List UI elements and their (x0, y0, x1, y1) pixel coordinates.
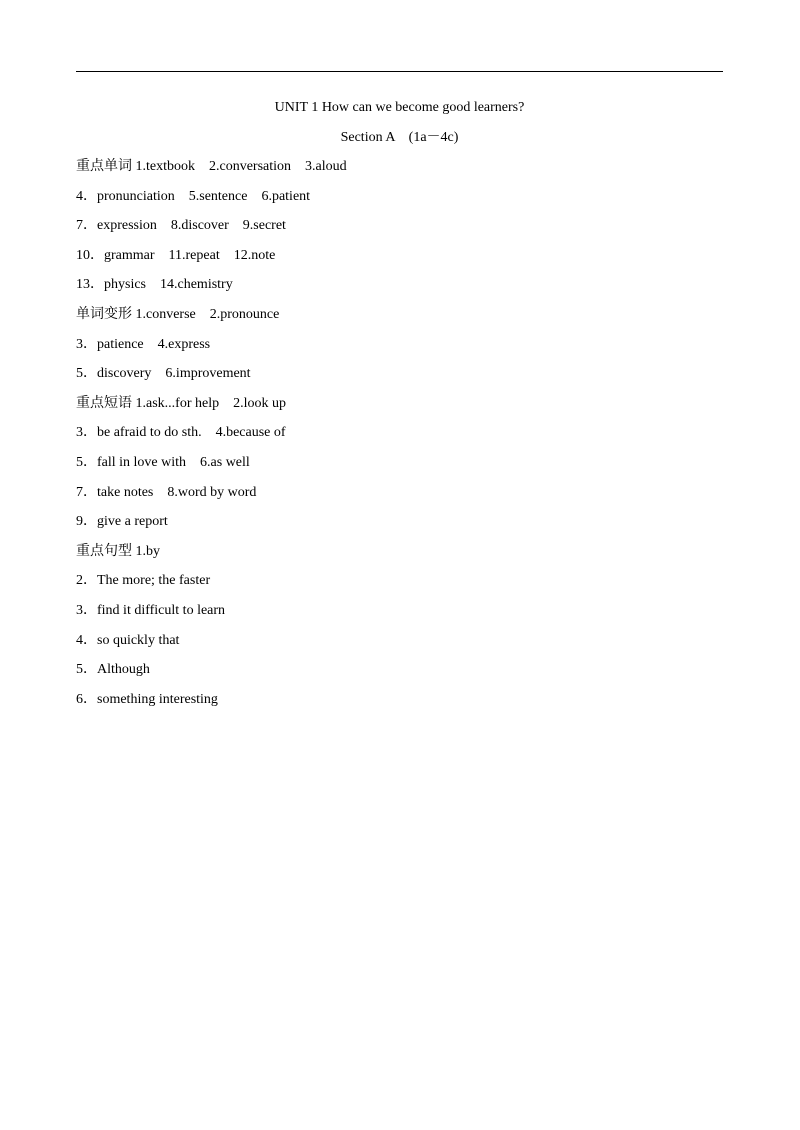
answer-line: 2．The more; the faster (76, 573, 211, 589)
answer-line: 6．something interesting (76, 691, 218, 707)
answer-line: 5．discovery 6.improvement (76, 366, 251, 382)
answer-line: 4．so quickly that (76, 632, 180, 648)
section-title: Section A (1a－4c) (340, 130, 459, 145)
answer-line: 7．take notes 8.word by word (76, 484, 257, 500)
answer-line: 重点句型 1.by (76, 543, 160, 559)
answer-line: 5．Although (76, 662, 150, 678)
answer-line: 7．expression 8.discover 9.secret (76, 218, 286, 234)
answer-line: 5．fall in love with 6.as well (76, 454, 250, 470)
answer-line: 9．give a report (76, 514, 168, 530)
answer-list (76, 158, 723, 720)
answer-line: 3．be afraid to do sth. 4.because of (76, 425, 286, 441)
answer-line: 重点短语 1.ask...for help 2.look up (76, 395, 286, 411)
answer-line: 3．find it difficult to learn (76, 602, 226, 618)
answer-line: 10．grammar 11.repeat 12.note (76, 247, 276, 263)
unit-title: UNIT 1 How can we become good learners? (274, 100, 525, 115)
answer-line: 重点单词 1.textbook 2.conversation 3.aloud (76, 159, 347, 174)
answer-line: 4．pronunciation 5.sentence 6.patient (76, 188, 311, 204)
answer-line: 13．physics 14.chemistry (76, 277, 233, 293)
answer-line: 3．patience 4.express (76, 336, 211, 352)
header-rule (76, 71, 723, 72)
answer-line: 单词变形 1.converse 2.pronounce (76, 306, 280, 322)
